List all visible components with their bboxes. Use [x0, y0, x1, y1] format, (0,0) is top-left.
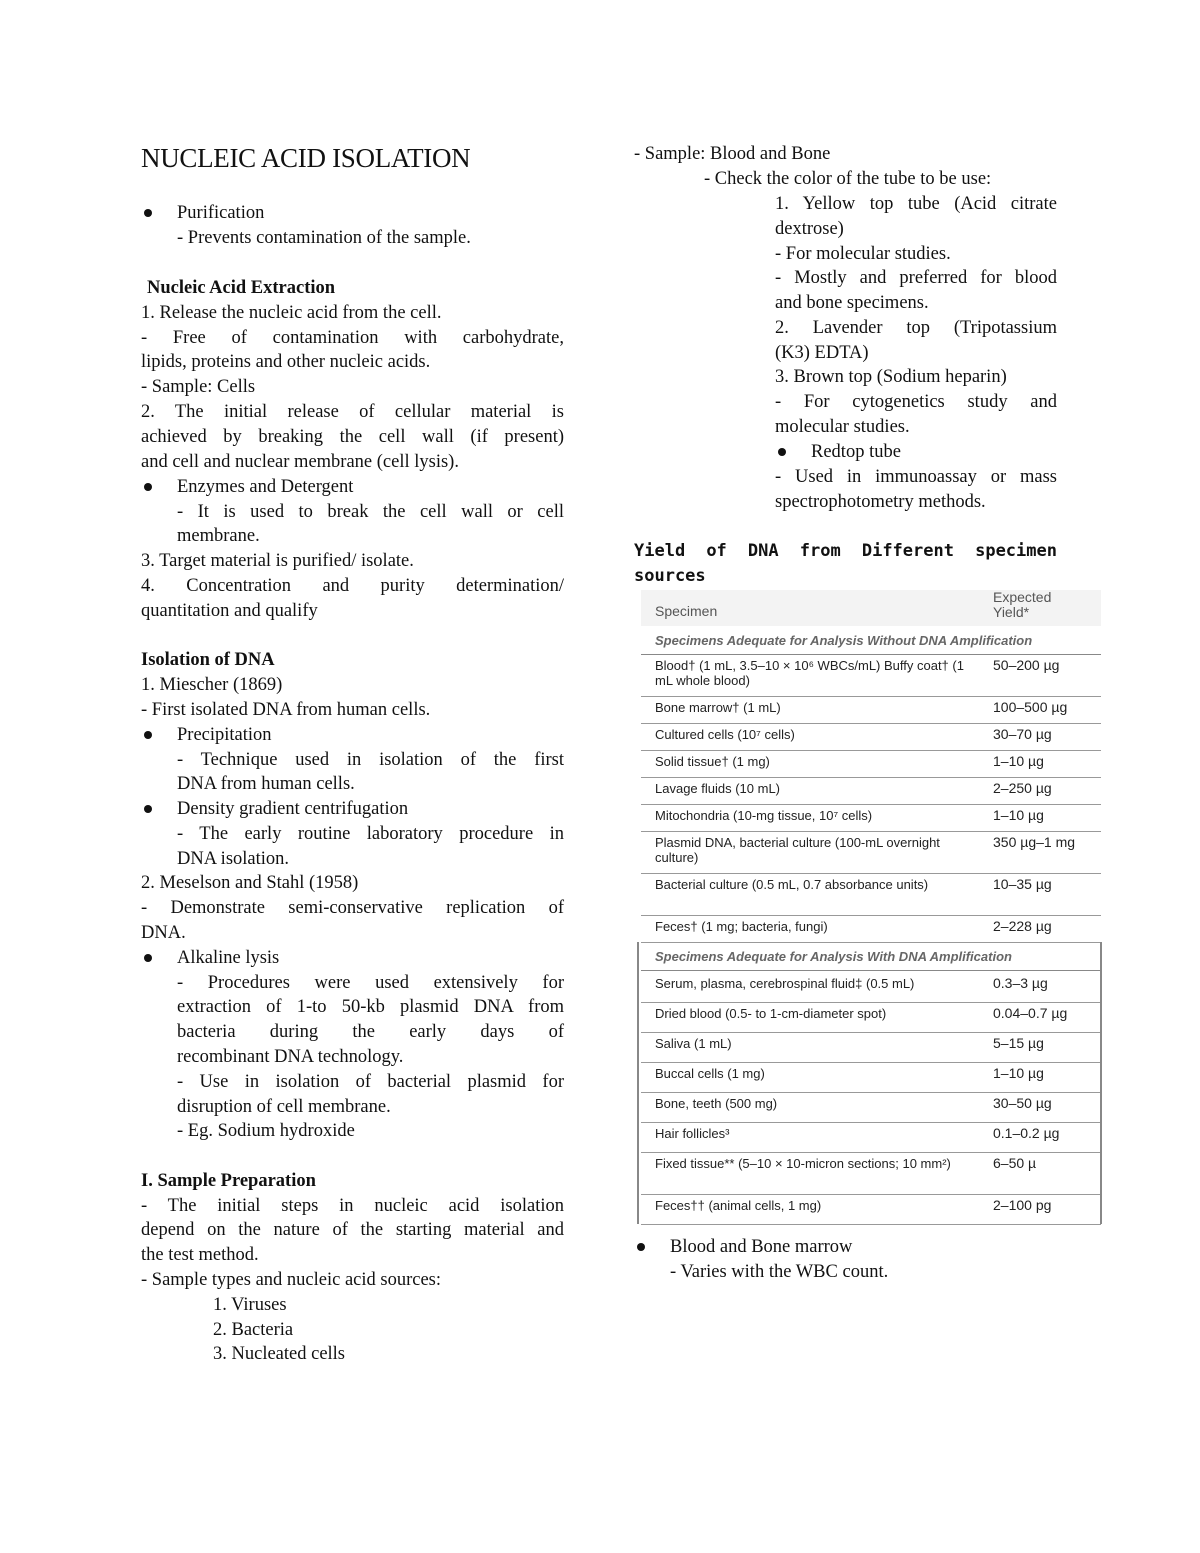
cell-yield: 30–70 µg	[993, 726, 1052, 742]
table-row	[641, 1032, 1101, 1063]
bullet	[144, 731, 152, 739]
cell-specimen: Feces†† (animal cells, 1 mg)	[655, 1198, 822, 1213]
table-row	[641, 654, 1101, 697]
text-line: - Sample: Blood and Bone	[634, 144, 831, 164]
bullet	[144, 805, 152, 813]
text-line: - Eg. Sodium hydroxide	[177, 1121, 355, 1141]
text-line: extraction of 1-to 50-kb plasmid DNA from	[177, 997, 564, 1017]
heading-nucleic-acid-extraction: Nucleic Acid Extraction	[147, 278, 336, 298]
text-line: bacteria during the early days of	[177, 1022, 564, 1042]
text-line: 2. Lavender top (Tripotassium	[775, 318, 1057, 338]
text-line: the test method.	[141, 1245, 259, 1265]
text-line: dextrose)	[775, 219, 844, 239]
text-line: - Prevents contamination of the sample.	[177, 228, 471, 248]
text-line: DNA isolation.	[177, 849, 290, 869]
cell-specimen: Serum, plasma, cerebrospinal fluid‡ (0.5 mL)	[655, 976, 915, 991]
table-row	[641, 777, 1101, 805]
heading-yield-of-dna-cont: sources	[634, 566, 706, 586]
table-row	[641, 1062, 1101, 1093]
table-row	[641, 915, 1101, 943]
text-line: recombinant DNA technology.	[177, 1047, 404, 1067]
page-title: NUCLEIC ACID ISOLATION	[141, 143, 471, 173]
table-row	[641, 1122, 1101, 1153]
text-line: molecular studies.	[775, 417, 910, 437]
cell-yield: 6–50 µ	[993, 1155, 1037, 1171]
text-line: 1. Release the nucleic acid from the cell.	[141, 303, 442, 323]
list-item: 2. Bacteria	[213, 1320, 294, 1340]
cell-yield: 1–10 µg	[993, 1065, 1044, 1081]
text-line: - The early routine laboratory procedure in	[177, 824, 564, 844]
table-row	[641, 1002, 1101, 1033]
bullet-enzymes: Enzymes and Detergent	[177, 477, 354, 497]
cell-yield: 2–100 pg	[993, 1197, 1052, 1213]
table-row	[641, 972, 1101, 1003]
cell-specimen: Plasmid DNA, bacterial culture (100-mL overnight culture)	[655, 835, 940, 865]
cell-yield: 2–250 µg	[993, 780, 1052, 796]
column-header-yield-line2: Yield*	[993, 604, 1030, 620]
text-line: - Varies with the WBC count.	[670, 1262, 889, 1282]
table-section-heading	[641, 628, 1101, 655]
column-header-yield	[993, 590, 1051, 620]
text-line: - Check the color of the tube to be use:	[704, 169, 992, 189]
text-line: membrane.	[177, 526, 260, 546]
cell-yield: 0.3–3 µg	[993, 975, 1048, 991]
table-row	[641, 696, 1101, 724]
cell-yield: 100–500 µg	[993, 699, 1068, 715]
bullet-purification: Purification	[177, 203, 265, 223]
cell-yield: 0.04–0.7 µg	[993, 1005, 1068, 1021]
cell-specimen: Dried blood (0.5- to 1-cm-diameter spot)	[655, 1006, 887, 1021]
cell-yield: 0.1–0.2 µg	[993, 1125, 1060, 1141]
text-line: achieved by breaking the cell wall (if present)	[141, 427, 564, 447]
table-row	[641, 1152, 1101, 1195]
text-line: 4. Concentration and purity determination/	[141, 576, 564, 596]
list-item: 3. Nucleated cells	[213, 1344, 346, 1364]
text-line: lipids, proteins and other nucleic acids.	[141, 352, 431, 372]
cell-specimen: Bacterial culture (0.5 mL, 0.7 absorbance units)	[655, 877, 929, 892]
table-border	[1100, 942, 1102, 1224]
text-line: - Mostly and preferred for blood	[775, 268, 1057, 288]
text-line: - Sample: Cells	[141, 377, 256, 397]
table-header	[641, 590, 1101, 626]
text-line: - For molecular studies.	[775, 244, 951, 264]
text-line: disruption of cell membrane.	[177, 1097, 391, 1117]
text-line: DNA.	[141, 923, 186, 943]
text-line: - First isolated DNA from human cells.	[141, 700, 431, 720]
cell-yield: 5–15 µg	[993, 1035, 1044, 1051]
cell-specimen: Saliva (1 mL)	[655, 1036, 732, 1051]
text-line: 3. Brown top (Sodium heparin)	[775, 367, 1007, 387]
list-item: 1. Viruses	[213, 1295, 287, 1315]
text-line: - Use in isolation of bacterial plasmid for	[177, 1072, 564, 1092]
cell-yield: 50–200 µg	[993, 657, 1060, 673]
table-section-heading	[641, 944, 1101, 971]
bullet	[778, 448, 786, 456]
bullet-blood-bone-marrow: Blood and Bone marrow	[670, 1237, 853, 1257]
text-line: - Used in immunoassay or mass	[775, 467, 1057, 487]
bullet-redtop: Redtop tube	[811, 442, 901, 462]
text-line: quantitation and qualify	[141, 601, 318, 621]
table-row	[641, 873, 1101, 916]
table-border	[637, 942, 639, 1224]
column-header-specimen: Specimen	[655, 603, 718, 619]
text-line: - Procedures were used extensively for	[177, 973, 564, 993]
bullet	[144, 483, 152, 491]
table-row	[641, 831, 1101, 874]
text-line: - The initial steps in nucleic acid isolation	[141, 1196, 564, 1216]
cell-specimen: Cultured cells (10⁷ cells)	[655, 727, 795, 742]
cell-specimen: Feces† (1 mg; bacteria, fungi)	[655, 919, 828, 934]
bullet-density: Density gradient centrifugation	[177, 799, 409, 819]
text-line: depend on the nature of the starting material and	[141, 1220, 564, 1240]
cell-yield: 10–35 µg	[993, 876, 1052, 892]
text-line: 1. Yellow top tube (Acid citrate	[775, 194, 1057, 214]
text-line: 2. The initial release of cellular material is	[141, 402, 564, 422]
text-line: and cell and nuclear membrane (cell lysis).	[141, 452, 459, 472]
text-line: - It is used to break the cell wall or cell	[177, 502, 564, 522]
cell-specimen: Lavage fluids (10 mL)	[655, 781, 781, 796]
table-row	[641, 1194, 1101, 1225]
cell-specimen: Bone marrow† (1 mL)	[655, 700, 781, 715]
text-line: 3. Target material is purified/ isolate.	[141, 551, 414, 571]
bullet	[637, 1243, 645, 1251]
section-label: Specimens Adequate for Analysis With DNA Amplification	[655, 949, 1012, 964]
heading-isolation-of-dna: Isolation of DNA	[141, 650, 275, 670]
cell-specimen: Mitochondria (10-mg tissue, 10⁷ cells)	[655, 808, 873, 823]
bullet	[144, 209, 152, 217]
column-header-yield-line1: Expected	[993, 589, 1052, 605]
table-row	[641, 750, 1101, 778]
section-label: Specimens Adequate for Analysis Without DNA Amplification	[655, 633, 1033, 648]
cell-yield: 30–50 µg	[993, 1095, 1052, 1111]
text-line: - Demonstrate semi-conservative replication of	[141, 898, 564, 918]
cell-yield: 1–10 µg	[993, 753, 1044, 769]
cell-specimen: Fixed tissue** (5–10 × 10-micron sections; 10 mm²)	[655, 1156, 951, 1171]
text-line: - Sample types and nucleic acid sources:	[141, 1270, 442, 1290]
text-line: - Technique used in isolation of the first	[177, 750, 564, 770]
table-row	[641, 804, 1101, 832]
cell-yield: 1–10 µg	[993, 807, 1044, 823]
text-line: spectrophotometry methods.	[775, 492, 986, 512]
table-row	[641, 1092, 1101, 1123]
cell-specimen: Solid tissue† (1 mg)	[655, 754, 770, 769]
heading-yield-of-dna: Yield of DNA from Different specimen	[634, 541, 1057, 561]
cell-yield: 350 µg–1 mg	[993, 834, 1076, 850]
cell-specimen: Blood† (1 mL, 3.5–10 × 10⁶ WBCs/mL) Buffy coat† (1 mL whole blood)	[655, 658, 964, 688]
bullet-alkaline-lysis: Alkaline lysis	[177, 948, 280, 968]
cell-specimen: Bone, teeth (500 mg)	[655, 1096, 778, 1111]
text-line: (K3) EDTA)	[775, 343, 869, 363]
table-row	[641, 723, 1101, 751]
bullet-precipitation: Precipitation	[177, 725, 272, 745]
text-line: - For cytogenetics study and	[775, 392, 1057, 412]
text-line: - Free of contamination with carbohydrate,	[141, 328, 564, 348]
text-line: 1. Miescher (1869)	[141, 675, 283, 695]
bullet	[144, 954, 152, 962]
heading-sample-preparation: I. Sample Preparation	[141, 1171, 316, 1191]
text-line: DNA from human cells.	[177, 774, 355, 794]
text-line: 2. Meselson and Stahl (1958)	[141, 873, 359, 893]
text-line: and bone specimens.	[775, 293, 929, 313]
cell-yield: 2–228 µg	[993, 918, 1052, 934]
cell-specimen: Hair follicles³	[655, 1126, 730, 1141]
cell-specimen: Buccal cells (1 mg)	[655, 1066, 765, 1081]
